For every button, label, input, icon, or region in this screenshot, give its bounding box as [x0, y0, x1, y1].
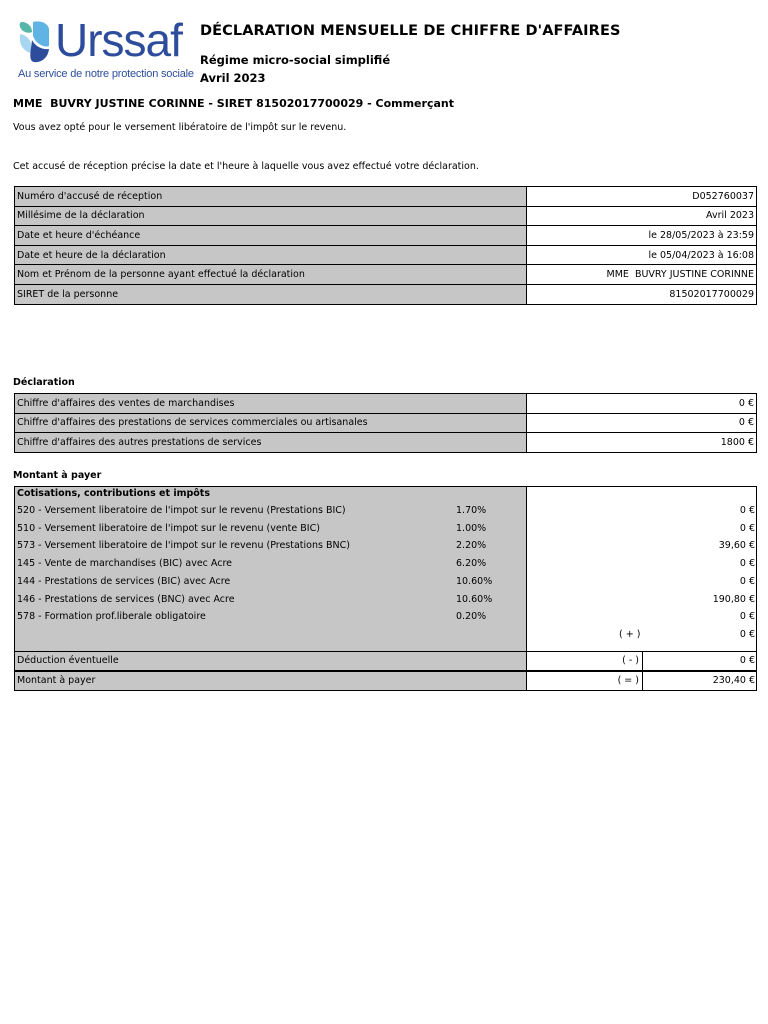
contribution-rate: 10.60% — [456, 593, 493, 605]
contribution-rate: 1.00% — [456, 522, 487, 534]
payment-heading: Montant à payer — [13, 470, 102, 481]
table-row — [15, 226, 757, 246]
contribution-amount: 190,80 € — [712, 593, 755, 605]
contribution-rate: 6.20% — [456, 558, 487, 570]
receipt-value: le 05/04/2023 à 16:08 — [527, 245, 757, 265]
total-label: Montant à payer — [15, 672, 527, 690]
deduction-symbol: ( - ) — [527, 652, 643, 670]
total-row — [14, 671, 757, 691]
contribution-rate: 1.70% — [456, 505, 487, 516]
document-regime: Régime micro-social simplifié — [200, 53, 391, 67]
declaration-table — [14, 393, 757, 453]
brand-name: Urssaf — [55, 14, 182, 66]
declaration-label: Chiffre d'affaires des ventes de marchandises — [15, 394, 527, 414]
contribution-rate: 10.60% — [456, 575, 493, 587]
contribution-label: 145 - Vente de marchandises (BIC) avec Acre — [17, 558, 233, 570]
contribution-amount: 0 € — [739, 611, 755, 623]
contributions-box — [14, 486, 757, 652]
contribution-amount: 39,60 € — [718, 540, 755, 552]
contribution-label: 573 - Versement liberatoire de l'impot sur le revenu (Prestations BNC) — [17, 540, 350, 552]
contribution-label: 520 - Versement liberatoire de l'impot sur le revenu (Prestations BIC) — [17, 505, 346, 516]
declaration-value: 1800 € — [527, 433, 757, 453]
contribution-row — [15, 574, 756, 592]
brand-tagline: Au service de notre protection sociale — [18, 68, 194, 80]
declarant-line: MME BUVRY JUSTINE CORINNE - SIRET 81502017700029 - Commerçant — [13, 97, 454, 110]
contribution-row — [15, 592, 756, 610]
receipt-label: Date et heure de la déclaration — [15, 245, 527, 265]
total-symbol: ( = ) — [527, 672, 643, 690]
table-row — [15, 394, 757, 414]
subtotal-symbol: ( + ) — [619, 629, 641, 640]
contribution-label: 144 - Prestations de services (BIC) avec Acre — [17, 575, 231, 587]
declaration-value: 0 € — [527, 413, 757, 433]
receipt-table — [14, 186, 757, 305]
receipt-label: SIRET de la personne — [15, 284, 527, 304]
declaration-heading: Déclaration — [13, 377, 75, 388]
urssaf-logo — [18, 14, 194, 82]
contribution-amount: 0 € — [739, 522, 755, 534]
contribution-rate: 2.20% — [456, 540, 487, 552]
contribution-rate: 0.20% — [456, 611, 487, 623]
subtotal-amount: 0 € — [739, 629, 755, 640]
contribution-row — [15, 503, 756, 521]
table-row — [15, 433, 757, 453]
contribution-row — [15, 609, 756, 627]
total-amount: 230,40 € — [712, 675, 755, 686]
table-row — [15, 245, 757, 265]
receipt-value: D052760037 — [527, 187, 757, 207]
contribution-label: 578 - Formation prof.liberale obligatoire — [17, 611, 206, 623]
deduction-row — [14, 651, 757, 671]
table-row — [15, 413, 757, 433]
declaration-label: Chiffre d'affaires des autres prestations de services — [15, 433, 527, 453]
declaration-label: Chiffre d'affaires des prestations de services commerciales ou artisanales — [15, 413, 527, 433]
contribution-amount: 0 € — [739, 558, 755, 570]
payment-table — [14, 486, 757, 686]
receipt-value: MME BUVRY JUSTINE CORINNE — [527, 265, 757, 285]
receipt-label: Millésime de la déclaration — [15, 206, 527, 226]
table-row — [15, 187, 757, 207]
contribution-amount: 0 € — [739, 505, 755, 516]
receipt-note: Cet accusé de réception précise la date et l'heure à laquelle vous avez effectué votre déclaration. — [13, 161, 479, 172]
deduction-label: Déduction éventuelle — [15, 652, 527, 670]
contribution-row — [15, 556, 756, 574]
table-row — [15, 265, 757, 285]
option-note: Vous avez opté pour le versement libératoire de l'impôt sur le revenu. — [13, 122, 347, 133]
receipt-label: Date et heure d'échéance — [15, 226, 527, 246]
deduction-amount: 0 € — [739, 655, 755, 666]
contribution-row — [15, 538, 756, 556]
urssaf-logo-mark-icon — [18, 20, 54, 64]
contribution-amount: 0 € — [739, 575, 755, 587]
contribution-label: 146 - Prestations de services (BNC) avec Acre — [17, 593, 235, 605]
contribution-row — [15, 521, 756, 539]
declaration-value: 0 € — [527, 394, 757, 414]
receipt-label: Numéro d'accusé de réception — [15, 187, 527, 207]
contribution-label: 510 - Versement liberatoire de l'impot sur le revenu (vente BIC) — [17, 522, 320, 534]
receipt-value: le 28/05/2023 à 23:59 — [527, 226, 757, 246]
receipt-value: Avril 2023 — [527, 206, 757, 226]
receipt-label: Nom et Prénom de la personne ayant effectué la déclaration — [15, 265, 527, 285]
table-row — [15, 284, 757, 304]
receipt-value: 81502017700029 — [527, 284, 757, 304]
table-row — [15, 206, 757, 226]
document-title: DÉCLARATION MENSUELLE DE CHIFFRE D'AFFAIRES — [200, 23, 621, 39]
document-period: Avril 2023 — [200, 71, 266, 85]
contributions-heading: Cotisations, contributions et impôts — [17, 488, 211, 499]
